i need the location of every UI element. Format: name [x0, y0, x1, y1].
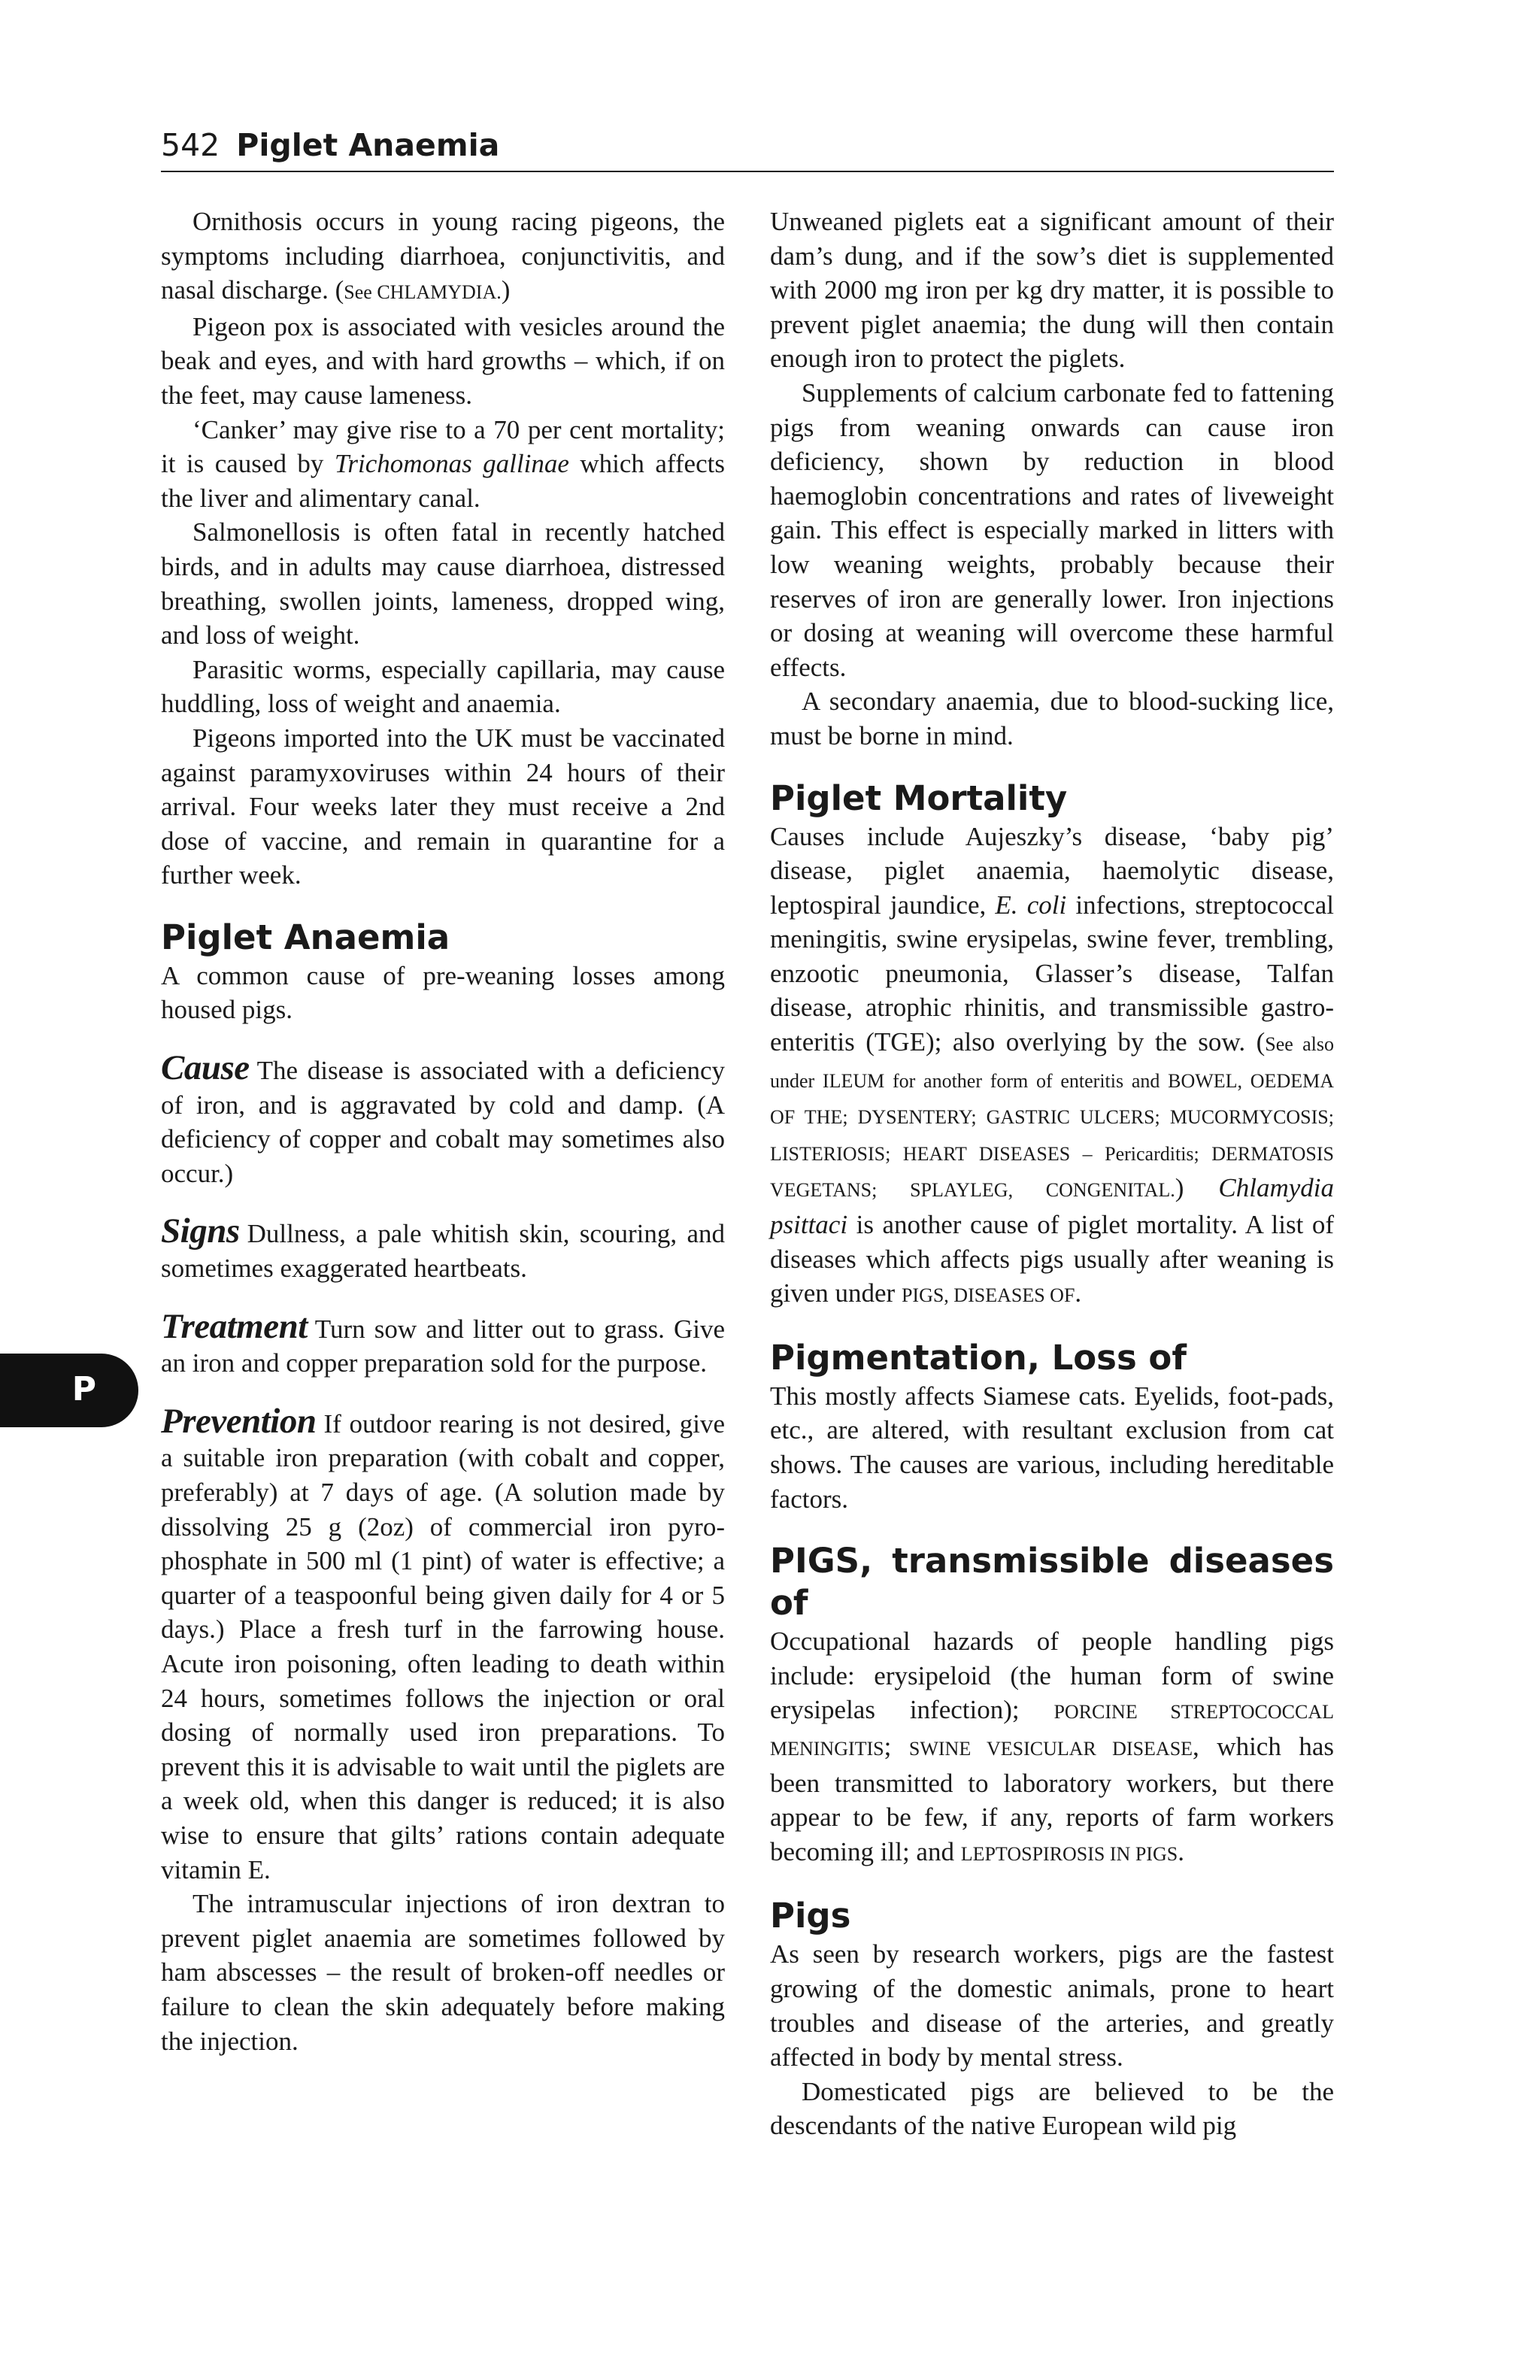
text: infections, streptococcal meningitis, swine erysipelas, swine fever, trembling, enzootic pneumonia, Glasser’s disease, Talfan disease, atrophic rhinitis, and transmissible gastro-enteritis (TGE); also overlying by the sow. ( — [770, 890, 1334, 1057]
species-name: Chlamydia psittaci — [770, 1173, 1335, 1240]
text: The disease is associated with a deficiency of iron, and is aggravated by cold and damp. (A deficiency of copper and cobalt may sometimes also occur.) — [161, 1056, 725, 1188]
heading-pigs-transmissible-diseases: PIGS, transmissible diseases of — [770, 1541, 1334, 1624]
text: ) — [501, 275, 511, 305]
paragraph-pigmentation: This mostly affects Siamese cats. Eyelids, foot-pads, etc., are altered, with resultant exclusion from cat shows. The causes are various, including hereditable factors. — [770, 1381, 1334, 1514]
header-rule — [161, 171, 1334, 172]
text: . — [1178, 1836, 1184, 1866]
heading-pigmentation-loss: Pigmentation, Loss of — [770, 1337, 1187, 1378]
section-treatment — [161, 1306, 725, 1381]
run-in-treatment: Treatment — [161, 1306, 308, 1346]
paragraph-pigeon-pox: Pigeon pox is associated with vesicles around the beak and eyes, and with hard growths – which, if on the feet, may cause lameness. — [161, 311, 725, 410]
cross-reference: LEPTOSPIROSIS IN PIGS — [960, 1842, 1178, 1865]
paragraph-secondary-anaemia: A secondary anaemia, due to blood-sucking lice, must be borne in mind. — [770, 687, 1334, 750]
paragraph-imported-pigeons: Pigeons imported into the UK must be vaccinated against paramyxoviruses within 24 hours of their arrival. Four weeks later they must receive a 2nd dose of vaccine, and remain in quarantine for a further week. — [161, 723, 725, 890]
run-in-prevention: Prevention — [161, 1401, 317, 1441]
run-in-signs: Signs — [161, 1211, 240, 1251]
section-signs — [161, 1211, 725, 1285]
run-in-cause: Cause — [161, 1048, 250, 1088]
section-prevention — [161, 1401, 725, 1887]
running-head — [161, 126, 1334, 164]
text: Ornithosis occurs in young racing pigeons, the symptoms including diarrhoea, conjunctivitis, and nasal discharge. ( — [161, 207, 725, 305]
paragraph-unweaned-piglets: Unweaned piglets eat a significant amount of their dam’s dung, and if the sow’s diet is supplemented with 2000 mg iron per kg dry matter, it is possible to prevent piglet anaemia; the dung will then contain enough iron to protect the piglets. — [770, 207, 1334, 374]
text: Causes include Aujeszky’s disease, ‘baby pig’ disease, piglet anaemia, haemolytic disease, leptospiral jaundice, — [770, 821, 1334, 920]
paragraph-domesticated-pigs: Domesticated pigs are believed to be the descendants of the native European wild pig — [770, 2076, 1334, 2141]
paragraph-ornithosis — [161, 205, 725, 310]
paragraph-parasitic-worms: Parasitic worms, especially capillaria, may cause huddling, loss of weight and anaemia. — [161, 654, 725, 719]
heading-pigs: Pigs — [770, 1896, 851, 1936]
heading-piglet-anaemia: Piglet Anaemia — [161, 917, 450, 957]
text: . — [1075, 1278, 1082, 1308]
paragraph-iron-dextran: The intramuscular injections of iron dextran to prevent piglet anaemia are sometimes followed by ham abscesses – the result of broken-off needles or failure to clean the skin adequately before making the injection. — [161, 1889, 725, 2056]
thumb-index-tab — [0, 1354, 138, 1427]
paragraph-calcium-carbonate: Supplements of calcium carbonate fed to fattening pigs from weaning onwards can cause iron deficiency, shown by reduction in blood haemoglobin concentrations and rates of liveweight gain. This effect is especially marked in litters with low weaning weights, probably because their reserves of iron are generally lower. Iron injections or dosing at weaning will overcome these harmful effects. — [770, 377, 1334, 682]
cross-reference: See CHLAMYDIA. — [344, 281, 502, 304]
paragraph-salmonellosis: Salmonellosis is often fatal in recently hatched birds, and in adults may cause diarrhoea, distressed breathing, swollen joints, lameness, dropped wing, and loss of weight. — [161, 517, 725, 650]
anaemia-intro: A common cause of pre-weaning losses among housed pigs. — [161, 960, 725, 1025]
heading-piglet-mortality: Piglet Mortality — [770, 778, 1068, 818]
text: is another cause of piglet mortality. A list of diseases which affects pigs usually after weaning is given under — [770, 1210, 1334, 1308]
page-number: 542 — [161, 127, 220, 163]
right-column — [770, 205, 1334, 2143]
text: , which has been transmitted to laboratory workers, but there appear to be few, if any, reports of farm workers becoming ill; and — [770, 1731, 1334, 1866]
thumb-tab-letter: P — [71, 1370, 96, 1408]
cross-reference: PIGS, DISEASES OF — [901, 1284, 1075, 1307]
paragraph-pigs-research: As seen by research workers, pigs are the fastest growing of the domestic animals, prone to heart troubles and disease of the arteries, and greatly affected in body by mental stress. — [770, 1939, 1334, 2072]
running-title: Piglet Anaemia — [236, 127, 500, 163]
section-cause — [161, 1048, 725, 1190]
paragraph-piglet-mortality — [770, 820, 1334, 1313]
paragraph-canker — [161, 413, 725, 516]
cross-reference: See also under ILEUM for another form of enteritis and BOWEL, OEDEMA OF THE; DYSENTERY; GASTRIC ULCERS; MUCORMYCOSIS; LISTERIOSIS; HEART DISEASES – Pericarditis; DERMATOSIS VEGETANS; SPLAYLEG, CONGENITAL. — [770, 1033, 1334, 1202]
text: ‘Canker’ may give rise to a 70 per cent mortality; it is caused by — [161, 414, 725, 479]
text: If outdoor rearing is not desired, give a suitable iron preparation (with cobalt and copper, preferably) at 7 days of age. (A solution made by dissolving 25 g (2oz) of commercial iron pyro-phosphate in 500 ml (1 pint) of water is effective; a quarter of a teaspoonful being given daily for 4 or 5 days.) Place a fresh turf in the farrowing house. Acute iron poisoning, often leading to death within 24 hours, sometimes follows the injection or oral dosing of normally used iron preparations. To prevent this it is advisable to wait until the piglets are a week old, when this danger is reduced; it is also wise to ensure that gilts’ rations contain adequate vitamin E. — [161, 1408, 725, 1884]
text: ) — [1175, 1173, 1219, 1203]
text: ; — [884, 1731, 909, 1761]
species-name: Trichomonas gallinae — [334, 449, 569, 479]
text: Dullness, a pale whitish skin, scouring, and sometimes exaggerated heartbeats. — [161, 1219, 725, 1284]
paragraph-transmissible-diseases — [770, 1624, 1334, 1871]
left-column — [161, 205, 725, 2058]
text: Occupational hazards of people handling pigs include: erysipeloid (the human form of swine erysipelas infection); — [770, 1627, 1334, 1725]
text: Turn sow and litter out to grass. Give an iron and copper preparation sold for the purpose. — [161, 1314, 725, 1378]
cross-reference: PORCINE STREPTOCOCCAL MENINGITIS — [770, 1701, 1334, 1760]
cross-reference: SWINE VESICULAR DISEASE — [908, 1737, 1193, 1760]
species-name: E. coli — [995, 890, 1067, 920]
text: which affects the liver and alimentary canal. — [161, 449, 725, 513]
